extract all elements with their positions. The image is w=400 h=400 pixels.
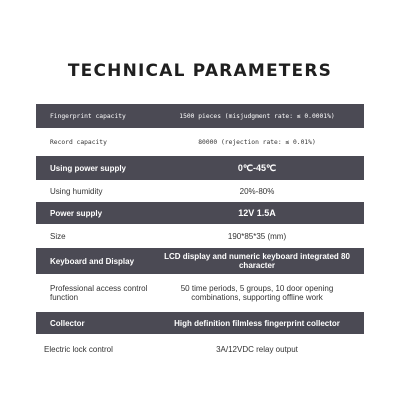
table-row xyxy=(36,180,364,202)
row-value: 20%-80% xyxy=(239,186,275,196)
page-title: TECHNICAL PARAMETERS xyxy=(67,61,333,81)
row-value: 12V 1.5A xyxy=(238,207,276,218)
table-row xyxy=(36,128,364,156)
row-value: LCD display and numeric keyboard integrated 80 character xyxy=(164,252,350,270)
row-value: 190*85*35 (mm) xyxy=(227,231,287,241)
row-value: 80000 (rejection rate: ≤ 0.01%) xyxy=(198,138,316,146)
row-value: 3A/12VDC relay output xyxy=(216,344,298,354)
row-value: 0℃-45℃ xyxy=(237,162,277,173)
row-label: Record capacity xyxy=(50,138,107,146)
row-label: Using humidity xyxy=(50,186,103,196)
table-row xyxy=(36,202,364,224)
table-row xyxy=(36,224,364,248)
table-row xyxy=(36,104,364,128)
row-value: 50 time periods, 5 groups, 10 door opening combinations, supporting offline work xyxy=(180,284,334,302)
table-row xyxy=(36,156,364,180)
row-label: Power supply xyxy=(50,208,103,218)
row-label: Collector xyxy=(50,318,85,328)
table-row xyxy=(36,248,364,274)
row-label: Professional access control function xyxy=(50,284,148,302)
parameters-table xyxy=(36,104,364,364)
row-value: High definition filmless fingerprint collector xyxy=(174,318,340,328)
row-value: 1500 pieces (misjudgment rate: ≤ 0.0001%) xyxy=(179,112,335,120)
row-label: Keyboard and Display xyxy=(50,256,135,266)
row-label: Using power supply xyxy=(50,163,127,173)
row-label: Fingerprint capacity xyxy=(50,112,126,120)
table-row xyxy=(36,312,364,334)
table-row xyxy=(36,274,364,312)
row-label: Electric lock control xyxy=(44,344,113,354)
row-label: Size xyxy=(50,231,66,241)
table-row xyxy=(36,334,364,364)
